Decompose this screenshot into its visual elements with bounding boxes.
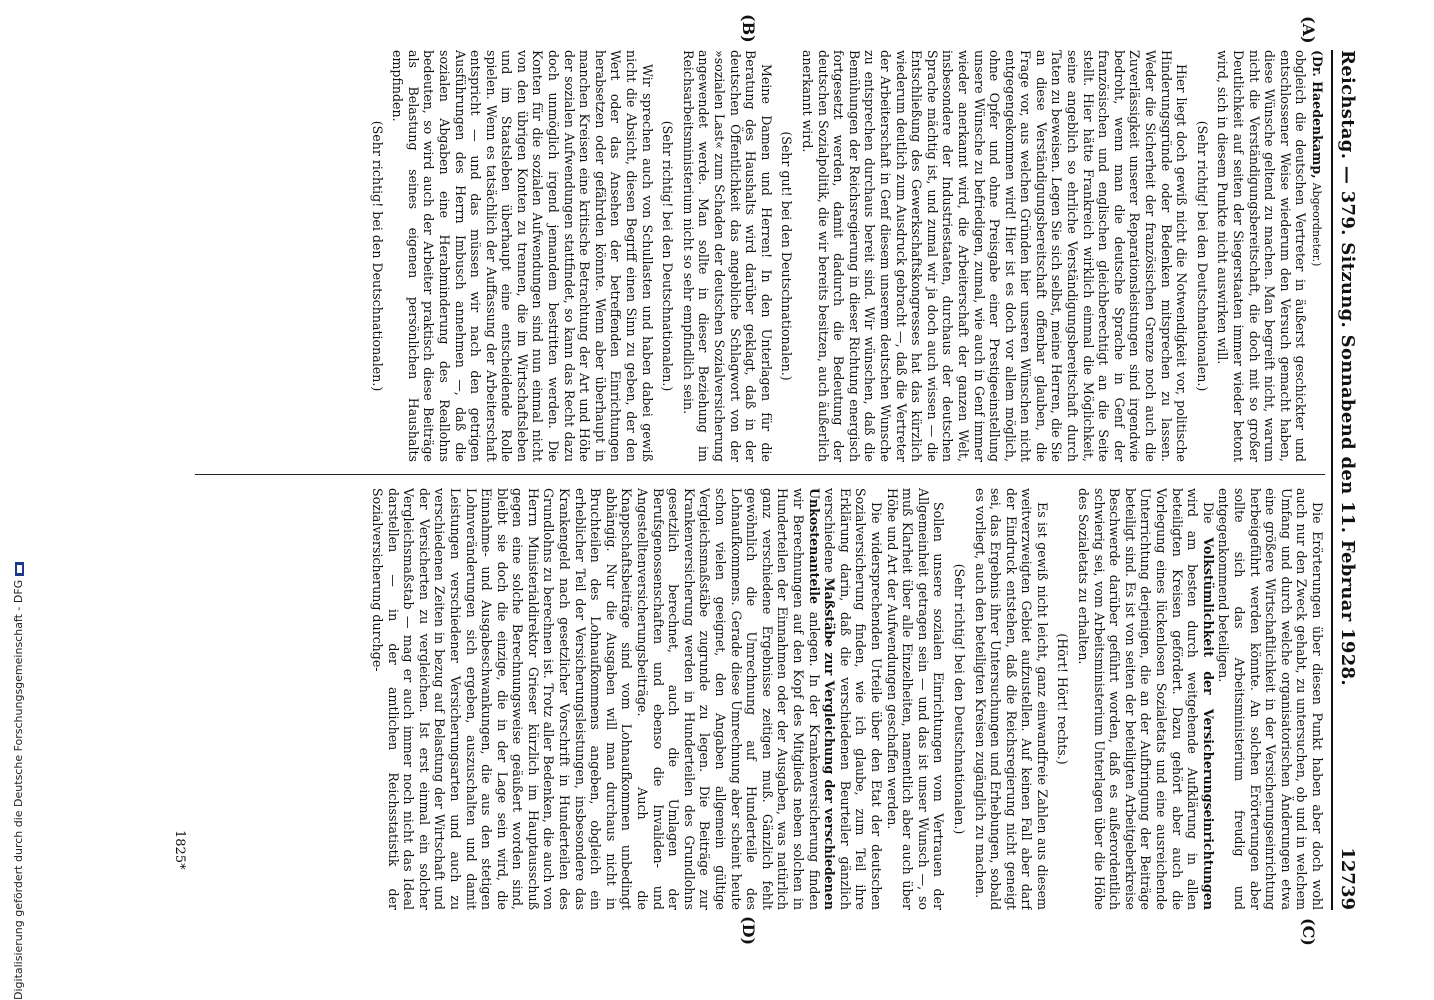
page-header xyxy=(1331,50,1359,910)
margin-marker-b: (B) xyxy=(739,14,758,43)
dfg-logo-icon xyxy=(15,562,24,576)
header-title: Reichstag. — 379. Sitzung. Sonnabend den 11. Februar 1928. xyxy=(1337,50,1358,686)
paragraph: obgleich die deutschen Vertreter in äußerst geschickter und entschlossener Weise wiederum den Versuch gemacht haben, diese Wünsche geltend zu machen. Man begreift nicht, warum nicht die Verständigungsbereitschaft, die doch mit so großer Deutlichkeit auf seiten der Siegerstaaten immer wieder betont wird, sich in diesem Punkte nicht auswirken will. xyxy=(1215,50,1309,462)
speaker-line xyxy=(1308,50,1325,462)
rotated-page xyxy=(139,14,1359,946)
margin-marker-d: (D) xyxy=(739,916,758,946)
sheet-number: 1825* xyxy=(172,830,187,870)
interjection: (Sehr richtig! bei den Deutschnationalen.) xyxy=(951,563,967,835)
emphasis-text: Maßstäbe zur Vergleichung der verschiedenen Unkostenanteile xyxy=(806,488,838,910)
paragraph-text: Die widersprechenden Urteile über den Etat der deutschen Sozialversicherung finden, wie ich glaube, zum Teil ihre Erklärung darin, daß die verschiedenen Beurteiler gänzlich verschiedene xyxy=(822,488,884,910)
interjection: (Hört! Hört! rechts.) xyxy=(1055,633,1071,765)
interjection: (Sehr richtig! bei den Deutschnationalen.) xyxy=(660,120,676,392)
paragraph-text: Die xyxy=(1200,502,1216,538)
paragraph: Meine Damen und Herren! In den Unterlagen für die Beratung des Haushalts wird darüber geklagt, daß in der deutschen Öffentlichkeit das angebliche Schlagwort von der »sozialen Last« zum Schaden der deutschen Sozialversicherung angewendet werde. Man sollte in dieser Beziehung im Reichsarbeitsministerium nicht so sehr empfindlich sein. xyxy=(680,50,774,462)
paragraph: Wir sprechen auch von Schullasten und haben dabei gewiß nicht die Absicht, diesen Begriff einen Sinn zu geben, der den Wert oder das Ansehen der betreffenden Einrichtungen herabsetzen oder gefährden könnte. Wenn aber überhaupt in manchen Kreisen eine kritische Betrachtung der Art und Höhe der sozialen Aufwendungen stattfindet, so kann das Recht dazu doch unmöglich irgend jemandem bestritten werden. Die Konten für die sozialen Aufwendungen sind nun einmal nicht von den übrigen Konten zu trennen, die im Wirtschaftsleben und im Staatsleben überhaupt eine entscheidende Rolle spielen. Wenn es tatsächlich der Auffassung der Arbeiterschaft entspricht — und das müssen wir nach den getrigen Ausführungen des Herrn Imbusch annehmen —, daß die sozialen Abgaben eine Herabminderung des Reallohns bedeuten, so wird auch der Arbeiter praktisch diese Beiträge als Belastung seines eigenen persönlichen Haushalts empfinden. xyxy=(390,50,655,462)
margin-marker-a: (A) xyxy=(1299,16,1318,44)
left-column xyxy=(195,50,1325,462)
paragraph: Es ist gewiß nicht leicht, ganz einwandfreie Zahlen aus diesem weitverzweigten Gebiet aufzustellen. Auf keinen Fall aber darf der Eindruck entstehen, daß die Reichsregierung nicht geneigt sei, das Ergebnis ihrer Untersuchungen und Erhebungen, sobald es vorliegt, auch den beteiligten Kreisen zugänglich zu machen. xyxy=(972,488,1050,910)
interjection: (Sehr richtig! bei den Deutschnationalen.) xyxy=(1194,120,1210,392)
right-column xyxy=(195,488,1325,910)
interjection: (Sehr gut! bei den Deutschnationalen.) xyxy=(779,131,795,381)
credit-text: Digitalisierung gefördert durch die Deutsche Forschungsgemeinschaft - DFG xyxy=(12,579,25,1000)
interjection: (Sehr richtig! bei den Deutschnationalen.) xyxy=(369,120,385,392)
paragraph: Sollen unsere sozialen Einrichtungen vom Vertrauen der Allgemeinheit getragen sein — und das ist unser Wunsch —, so muß Klarheit über alle Einzelheiten, namentlich aber auch über Höhe und Art der Aufwendungen geschaffen werden. xyxy=(884,488,947,910)
paragraph-text: anlegen. In der Krankenversicherung finden wir Berechnungen auf den Kopf des Mitglieds neben solchen in Hunderteilen der Einnahmen oder der Ausgaben, was natürlich ganz verschiedene Ergebnisse zeitigen muß. Gänzlich fehlt gewöhnlich die Umrechnung auf Hunderteile des Lohnaufkommens. Gerade diese Umrechnung aber scheint heute schon vielen geeignet, den Angaben allgemein gültige Vergleichsmaßstäbe zugrunde zu legen. Die Beiträge zur Krankenversicherung werden in Hunderteilen des Grundlohns gesetzlich berechnet, auch die Umlagen der Berufsgenossenschaften und ebenso die Invaliden- und Angestelltenversicherungsbeiträge. Auch die Knappschaftsbeiträge sind vom Lohnaufkommen unbedingt abhängig. Nur die Ausgaben will man durchaus nicht in Bruchteilen des Lohnaufkommens angeben, obgleich ein erheblicher Teil der Versicherungsleistungen, insbesondere das Krankengeld nach gesetzlicher Vorschrift in Hunderteilen des Grundlohns zu berechnen ist. Trotz aller Bedenken, die auch von Herrn Ministerialdirektor Grieser kürzlich im Hauptausschuß gegen eine solche Berechnungsweise geäußert worden sind, bleibt sie doch die einzige, die in der Lage sein wird, die Einnahme- und Ausgabeschwankungen, die aus den stetigen Lohnveränderungen sich ergeben, auszuschalten und damit Leistungen verschiedener Versicherungsarten und auch zu verschiedenen Zeiten in bezug auf Belastung der Wirtschaft und der Versicherten zu vergleichen. Ist erst einmal ein solcher Vergleichsmaßstab — mag er auch immer noch nicht das Ideal darstellen — in der amtlichen Reichsstatistik der Sozialversicherung durchge- xyxy=(369,488,822,910)
emphasis-text: Volkstümlichkeit der Versicherungseinrichtungen xyxy=(1200,537,1216,910)
digitization-credit xyxy=(12,562,25,1000)
speaker-name: (Dr. Haedenkamp, xyxy=(1310,50,1325,179)
paragraph: Die Erörterungen über diesen Punkt haben aber doch wohl auch nur den Zweck gehabt, zu untersuchen, ob und in welchem Umfang und durch welche organisatorischen Änderungen etwa eine größere Wirtschaftlichkeit in der Versicherungseinrichtung herbeigeführt werden könnte. An solchen Erörterungen aber sollte sich das Arbeitsministerium freudig und entgegenkommend beteiligen. xyxy=(1216,488,1325,910)
page-number: 12739 xyxy=(1337,847,1358,910)
paragraph: Hier liegt doch gewiß nicht die Notwendigkeit vor, politische Hinderungsgründe oder Bedenken mitsprechen zu lassen. Weder die Sicherheit der französischen Grenze noch auch die Zuverlässigkeit unserer Reparationsleistungen sind irgendwie bedroht, wenn man die deutsche Sprache in Genf der französischen und englischen gleichberechtigt an die Seite stellt. Hier hätte Frankreich wirklich einmal die Möglichkeit, seine angeblich so ehrliche Verständigungsbereitschaft durch Taten zu beweisen. Legen Sie sich selbst, meine Herren, die Sie an diese Verständigungsbereitschaft offenbar glauben, die Frage vor, aus welchen Gründen hier unseren Wünschen nicht entgegengekommen wird! Hier ist es doch vor allem möglich, ohne Opfer und ohne Preisgabe einer Prestigeeinstellung unsere Wünsche zu befriedigen, zumal, wie auch in Genf immer wieder anerkannt wird, die Arbeiterschaft der ganzen Welt, insbesondere der Industriestaaten, durchaus der deutschen Sprache mächtig ist, und zumal wir ja doch auch wissen — die Entschließung des Gewerkschaftskongresses hat das kürzlich wiederum deutlich zum Ausdruck gebracht —, daß die Vertreter der Arbeiterschaft in Genf diesem unserem deutschen Wunsche zu entsprechen durchaus bereit sind. Wir wünschen, daß die Bemühungen der Reichsregierung in dieser Richtung energisch fortgesetzt werden, damit dadurch die Bedeutung der deutschen Sozialpolitik, die wir bereits besitzen, auch äußerlich anerkannt wird. xyxy=(800,50,1190,462)
speaker-role: Abgeordneter.) xyxy=(1310,182,1323,267)
column-divider xyxy=(195,474,1325,475)
paragraph-text: wird am besten durch weitgehende Aufklärung in allen beteiligten Kreisen gefördert. Dazu gehört aber auch die Vorlegung eines lückenlosen Sozialetats und eine ausreichende Unterrichtung derjenigen, die an der Aufbringung der Beiträge beteiligt sind. Es ist von seiten der beteiligten Arbeitgeberkreise Beschwerde darüber geführt worden, daß es außerordentlich schwierig sei, vom Arbeitsministerium Unterlagen über die Höhe des Sozialetats zu erhalten. xyxy=(1076,488,1201,910)
paragraph xyxy=(1076,488,1216,910)
margin-marker-c: (C) xyxy=(1299,918,1318,946)
paragraph xyxy=(369,488,884,910)
